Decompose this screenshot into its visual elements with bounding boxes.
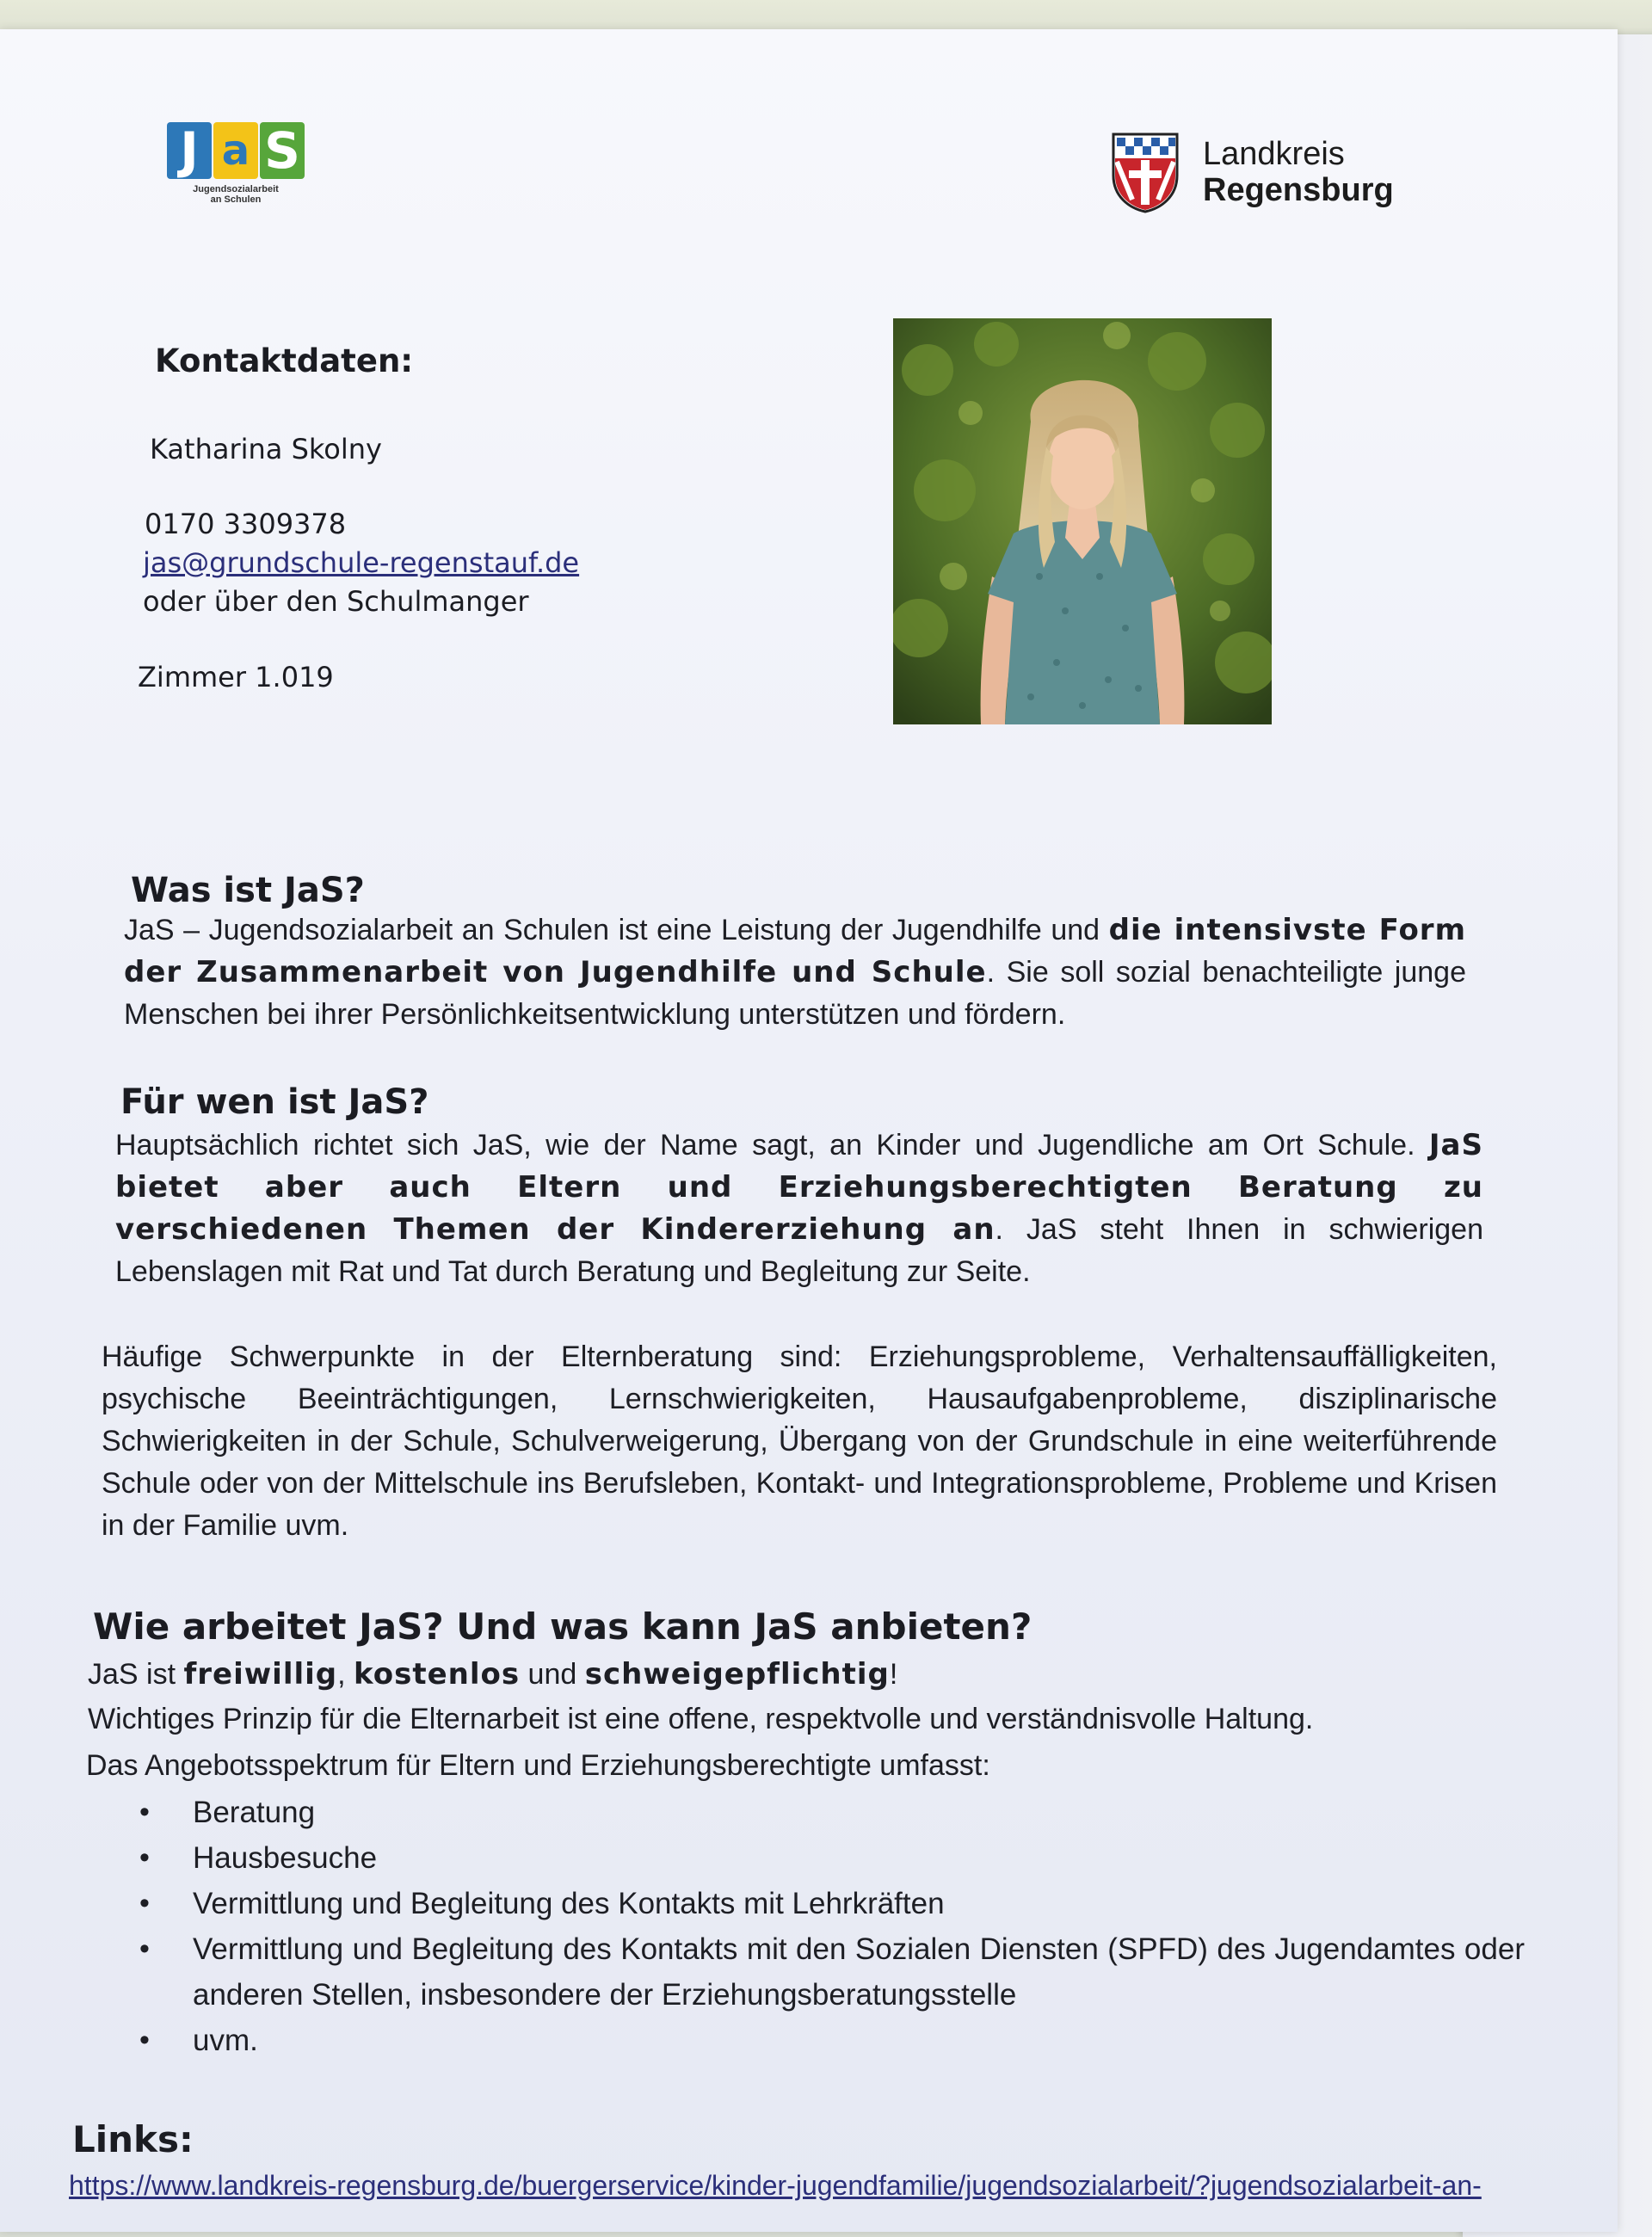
- contact-alternative: oder über den Schulmanger: [143, 585, 529, 618]
- jas-caption-line1: Jugendsozialarbeit: [193, 184, 279, 194]
- contact-heading: Kontaktdaten:: [155, 342, 414, 379]
- offer-list: [139, 1790, 1525, 2063]
- section2-text-b: . JaS steht Ihnen in schwierigen Lebenslagen mit Rat und Tat durch Beratung und Begleitung zur Seite.: [115, 1213, 1483, 1288]
- section3-principle: Wichtiges Prinzip für die Elternarbeit ist eine offene, respektvolle und verständnisvolle Haltung.: [88, 1703, 1314, 1735]
- section3-offer-intro: Das Angebotsspektrum für Eltern und Erziehungsberechtigte umfasst:: [86, 1749, 990, 1782]
- section3-sep1: ,: [337, 1658, 354, 1691]
- section1-text-bold: die intensivste Form der Zusammenarbeit von Jugendhilfe und Schule: [124, 913, 1467, 989]
- section2-text-bold: JaS bietet aber auch Eltern und Erziehungsberechtigten Beratung zu verschiedenen Themen der Kindererziehung an: [115, 1128, 1483, 1247]
- section1-title: Was ist JaS?: [131, 871, 365, 910]
- section3-bold-kostenlos: kostenlos: [354, 1657, 521, 1692]
- landkreis-line1: Landkreis: [1203, 136, 1345, 172]
- links-url[interactable]: https://www.landkreis-regensburg.de/buergerservice/kinder-jugendfamilie/jugendsozialarbeit/?jugendsozialarbeit-an-: [69, 2170, 1482, 2201]
- portrait-photo: [893, 318, 1272, 724]
- offer-list-item: • Vermittlung und Begleitung des Kontakts mit Lehrkräften: [139, 1881, 1525, 1926]
- offer-list-item: • Vermittlung und Begleitung des Kontakts mit den Sozialen Diensten (SPFD) des Jugendamtes oder anderen Stellen, insbesondere der Erziehungsberatungsstelle: [139, 1926, 1525, 2018]
- landkreis-line2: Regensburg: [1203, 172, 1394, 208]
- section1-paragraph: [124, 909, 1466, 1036]
- offer-list-item: • Beratung: [139, 1790, 1525, 1835]
- section2-paragraph: [115, 1125, 1483, 1293]
- links-title: Links:: [72, 2118, 194, 2160]
- offer-list-item: • uvm.: [139, 2018, 1525, 2063]
- jas-logo: [167, 122, 313, 219]
- section3-intro-end: !: [889, 1658, 898, 1691]
- section1-text-a: JaS – Jugendsozialarbeit an Schulen ist eine Leistung der Jugendhilfe und: [124, 914, 1109, 946]
- jas-logo-caption: [167, 184, 305, 205]
- section3-intro-a: JaS ist: [88, 1658, 184, 1691]
- section1-text-b: . Sie soll sozial benachteiligte junge Menschen bei ihrer Persönlichkeitsentwicklung unterstützen und fördern.: [124, 956, 1466, 1031]
- section3-title: Wie arbeitet JaS? Und was kann JaS anbieten?: [93, 1605, 1032, 1648]
- jas-caption-line2: an Schulen: [210, 194, 262, 205]
- offer-list-item: • Hausbesuche: [139, 1835, 1525, 1881]
- contact-email-link[interactable]: jas@grundschule-regenstauf.de: [143, 546, 580, 579]
- landkreis-logo: [1110, 127, 1402, 213]
- section2-text-a: Hauptsächlich richtet sich JaS, wie der Name sagt, an Kinder und Jugendliche am Ort Schule.: [115, 1129, 1429, 1162]
- contact-name: Katharina Skolny: [150, 433, 382, 465]
- jas-logo-letter-s: S: [260, 122, 305, 179]
- contact-phone: 0170 3309378: [145, 508, 347, 540]
- landkreis-crest-icon: [1110, 131, 1180, 213]
- section2-focus-paragraph: Häufige Schwerpunkte in der Elternberatung sind: Erziehungsprobleme, Verhaltensauffälligkeiten, psychische Beeinträchtigungen, Lernschwierigkeiten, Hausaufgabenprobleme, disziplinarische Schwierigkeiten in der Schule, Schulverweigerung, Übergang von der Grundschule in eine weiterführende Schule oder von der Mittelschule ins Berufsleben, Kontakt- und Integrationsprobleme, Probleme und Krisen in der Familie uvm.: [102, 1340, 1497, 1542]
- section3-bold-freiwillig: freiwillig: [183, 1657, 338, 1692]
- section3-bold-schweigepflichtig: schweigepflichtig: [584, 1657, 890, 1692]
- section3-intro: [88, 1654, 1516, 1696]
- jas-logo-letter-a: a: [213, 122, 258, 179]
- section2-title: Für wen ist JaS?: [120, 1082, 429, 1122]
- section3-sep2: und: [520, 1658, 585, 1691]
- contact-room: Zimmer 1.019: [138, 661, 334, 693]
- jas-logo-letter-j: J: [167, 122, 212, 179]
